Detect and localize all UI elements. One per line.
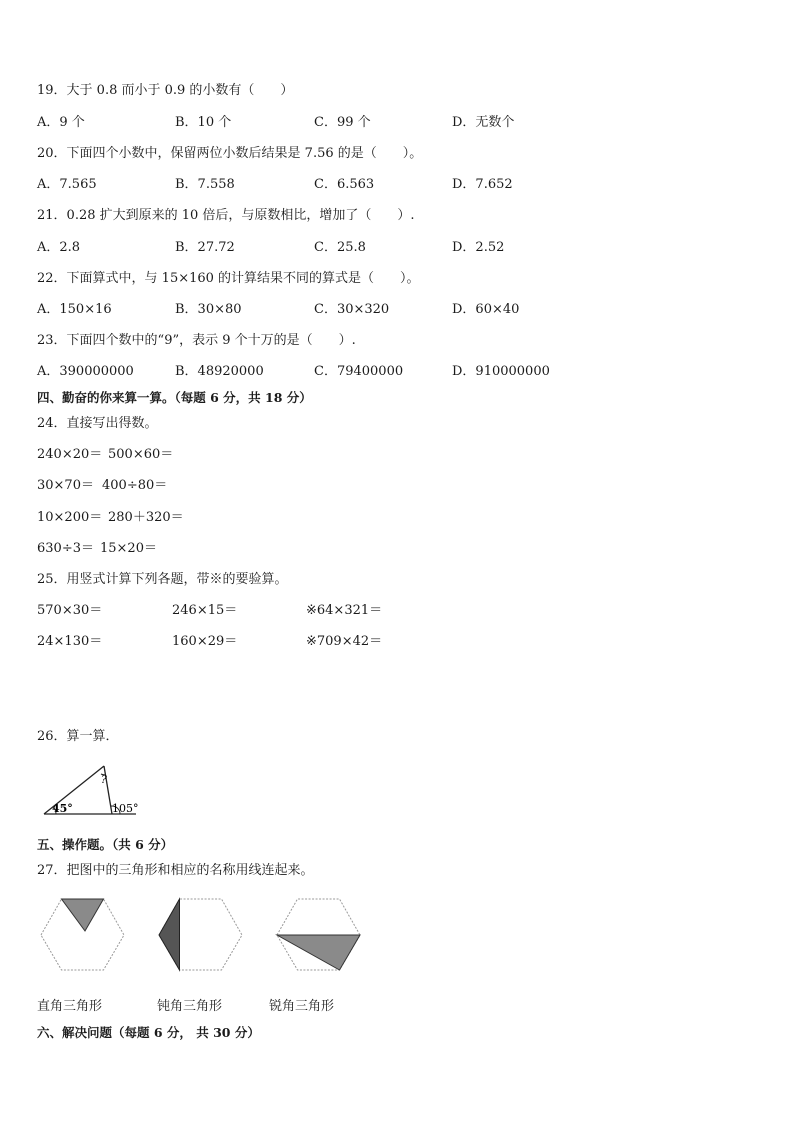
calc-item: ※709×42＝ [306, 634, 383, 649]
calc-item: 630÷3＝ [37, 541, 94, 556]
calc-item: 160×29＝ [172, 634, 238, 649]
option-c[interactable]: C．79400000 [314, 364, 404, 379]
option-c[interactable]: C．25.8 [314, 240, 366, 255]
option-d[interactable]: D．无数个 [452, 115, 515, 130]
label-acute-triangle[interactable]: 锐角三角形 [269, 999, 335, 1014]
option-b[interactable]: B．7.558 [175, 177, 235, 192]
section-5-heading: 五、操作题。（共 6 分） [37, 837, 174, 852]
option-d[interactable]: D．7.652 [452, 177, 513, 192]
question-27: 27．把图中的三角形和相应的名称用线连起来。 [37, 863, 314, 878]
calc-item: 10×200＝ [37, 510, 103, 525]
section-4-heading: 四、勤奋的你来算一算。（每题 6 分，共 18 分） [37, 390, 312, 405]
question-26: 26．算一算． [37, 729, 119, 744]
question-20-options [37, 176, 597, 194]
option-c[interactable]: C．6.563 [314, 177, 375, 192]
calc-item: 15×20＝ [100, 541, 157, 556]
calc-item: 24×130＝ [37, 634, 103, 649]
calc-item: 280＋320＝ [108, 510, 184, 525]
option-a[interactable]: A．9 个 [37, 115, 85, 130]
option-a[interactable]: A．2.8 [37, 240, 81, 255]
question-19: 19．大于 0.8 而小于 0.9 的小数有（ ） [37, 83, 294, 98]
option-d[interactable]: D．60×40 [452, 302, 520, 317]
calc-item: 246×15＝ [172, 603, 238, 618]
question-21: 21．0.28 扩大到原来的 10 倍后，与原数相比，增加了（ ）. [37, 208, 415, 223]
calc-item: 400÷80＝ [102, 478, 168, 493]
option-b[interactable]: B．30×80 [175, 302, 242, 317]
option-c[interactable]: C．30×320 [314, 302, 390, 317]
question-21-options [37, 239, 597, 257]
question-22-options [37, 301, 597, 319]
calc-item: 500×60＝ [108, 447, 174, 462]
option-a[interactable]: A．390000000 [37, 364, 134, 379]
question-24: 24．直接写出得数。 [37, 416, 158, 431]
angle-left-label: 45° [52, 802, 73, 815]
option-a[interactable]: A．7.565 [37, 177, 97, 192]
option-c[interactable]: C．99 个 [314, 115, 371, 130]
angle-unknown-label: ? [101, 773, 107, 786]
question-23-options [37, 363, 597, 381]
question-19-options [37, 114, 597, 132]
question-23: 23．下面四个数中的“9”，表示 9 个十万的是（ ）. [37, 333, 356, 348]
triangle-angle-figure [40, 762, 140, 818]
option-d[interactable]: D．910000000 [452, 364, 550, 379]
question-25: 25．用竖式计算下列各题，带※的要验算。 [37, 572, 288, 587]
option-b[interactable]: B．10 个 [175, 115, 232, 130]
option-b[interactable]: B．48920000 [175, 364, 264, 379]
option-b[interactable]: B．27.72 [175, 240, 235, 255]
calc-item: 570×30＝ [37, 603, 103, 618]
calc-item: 240×20＝ [37, 447, 103, 462]
calc-item: ※64×321＝ [306, 603, 383, 618]
question-20: 20．下面四个小数中，保留两位小数后结果是 7.56 的是（ ）。 [37, 146, 423, 161]
calc-item: 30×70＝ [37, 478, 94, 493]
section-6-heading: 六、解决问题（每题 6 分， 共 30 分） [37, 1025, 260, 1040]
hexagon-figure-2[interactable] [158, 898, 243, 972]
option-d[interactable]: D．2.52 [452, 240, 505, 255]
question-22: 22．下面算式中，与 15×160 的计算结果不同的算式是（ ）。 [37, 271, 420, 286]
option-a[interactable]: A．150×16 [37, 302, 112, 317]
angle-right-label: 105° [112, 802, 139, 815]
hexagon-figure-3[interactable] [276, 898, 361, 972]
label-right-triangle[interactable]: 直角三角形 [37, 999, 103, 1014]
label-obtuse-triangle[interactable]: 钝角三角形 [157, 999, 223, 1014]
hexagon-figure-1[interactable] [40, 898, 125, 972]
